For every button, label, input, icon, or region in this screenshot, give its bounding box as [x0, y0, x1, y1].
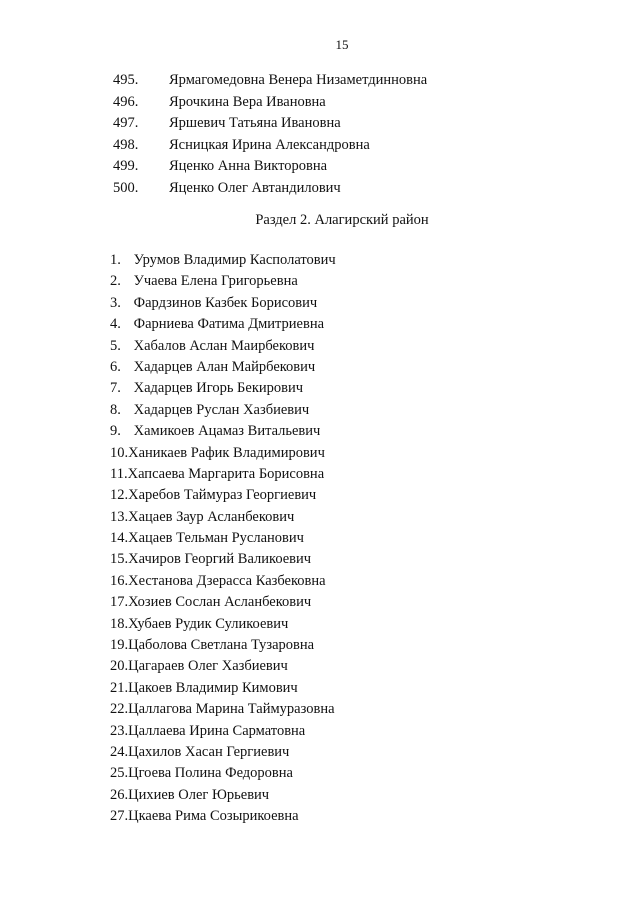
- item-number: 495.: [113, 72, 139, 88]
- item-number: 21.: [110, 679, 129, 696]
- item-number: 20.: [110, 658, 129, 675]
- list-item: [110, 635, 336, 656]
- section-title: Раздел 2. Алагирский район: [255, 212, 429, 228]
- list-item: [113, 135, 427, 157]
- item-name: Яценко Анна Викторовна: [169, 158, 328, 174]
- item-number: 14.: [110, 530, 129, 547]
- item-number: 18.: [110, 615, 129, 632]
- item-name: Урумов Владимир Касполатович: [133, 252, 336, 268]
- list-item: [110, 485, 336, 506]
- list-item: [113, 178, 427, 200]
- item-number: 19.: [110, 637, 129, 654]
- list-item: [110, 592, 336, 613]
- list-item: [110, 271, 336, 292]
- item-name: Фардзинов Казбек Борисович: [133, 294, 318, 311]
- item-number: 3.: [110, 294, 121, 311]
- item-number: 13.: [110, 508, 129, 525]
- list-item: [110, 742, 336, 763]
- item-name: Цкаева Рима Созырикоевна: [128, 808, 299, 825]
- list-item: [113, 70, 427, 92]
- list-item: [110, 699, 336, 720]
- list-item: [110, 549, 336, 570]
- item-number: 22.: [110, 701, 129, 718]
- list-item: [110, 721, 336, 742]
- item-number: 4.: [110, 316, 121, 333]
- item-number: 23.: [110, 722, 129, 739]
- list-item: [113, 113, 427, 135]
- item-name: Цихиев Олег Юрьевич: [128, 786, 270, 803]
- item-number: 497.: [113, 115, 139, 131]
- item-number: 12.: [110, 487, 129, 504]
- item-name: Цахилов Хасан Гергиевич: [128, 743, 290, 760]
- item-name: Хамикоев Ацамаз Витальевич: [133, 423, 321, 440]
- item-name: Яценко Олег Автандилович: [169, 179, 341, 196]
- item-name: Хабалов Аслан Маирбекович: [133, 337, 315, 354]
- list-item: [110, 357, 336, 378]
- list-item: [110, 314, 336, 335]
- item-name: Цгоева Полина Федоровна: [128, 765, 293, 782]
- list-item: [110, 443, 336, 464]
- item-number: 9.: [110, 423, 121, 440]
- list-item: [110, 464, 336, 485]
- item-name: Хубаев Рудик Суликоевич: [128, 615, 289, 632]
- item-name: Хадарцев Алан Майрбекович: [133, 358, 316, 375]
- item-number: 16.: [110, 572, 129, 589]
- list-item: [110, 378, 336, 399]
- item-number: 500.: [113, 179, 139, 196]
- list-item: [110, 806, 336, 827]
- item-number: 15.: [110, 551, 129, 568]
- list-item: [113, 156, 427, 178]
- item-name: Хацаев Тельман Русланович: [128, 530, 304, 547]
- item-name: Хапсаева Маргарита Борисовна: [127, 465, 325, 482]
- item-name: Яршевич Татьяна Ивановна: [169, 115, 341, 131]
- list-item: [110, 507, 336, 528]
- list-item: [110, 656, 336, 677]
- list-item: [110, 763, 336, 784]
- item-name: Ханикаев Рафик Владимирович: [128, 444, 325, 461]
- item-name: Фарниева Фатима Дмитриевна: [133, 316, 325, 333]
- list-item: [110, 250, 336, 271]
- list-item: [110, 421, 336, 442]
- list-item: [110, 400, 336, 421]
- list-item: [110, 785, 336, 806]
- list-item: [110, 614, 336, 635]
- item-number: 27.: [110, 808, 129, 825]
- item-name: Ярмагомедовна Венера Низаметдинновна: [169, 72, 428, 88]
- item-number: 24.: [110, 743, 129, 760]
- item-name: Цагараев Олег Хазбиевич: [128, 658, 288, 675]
- item-number: 25.: [110, 765, 129, 782]
- list-item: [110, 336, 336, 357]
- item-name: Цаболова Светлана Тузаровна: [128, 637, 315, 654]
- item-number: 17.: [110, 594, 129, 611]
- page-number: 15: [335, 37, 349, 52]
- item-number: 10.: [110, 444, 129, 461]
- item-number: 1.: [110, 252, 121, 268]
- item-number: 6.: [110, 358, 121, 375]
- list-item: [110, 293, 336, 314]
- item-name: Хацаев Заур Асланбекович: [128, 508, 295, 525]
- name-list-section-2: [110, 250, 336, 828]
- item-number: 5.: [110, 337, 121, 354]
- item-name: Цаллагова Марина Таймуразовна: [128, 701, 335, 718]
- list-item: [110, 571, 336, 592]
- list-item: [110, 678, 336, 699]
- item-name: Хадарцев Руслан Хазбиевич: [133, 401, 310, 418]
- item-number: 499.: [113, 158, 139, 174]
- item-name: Цаллаева Ирина Сарматовна: [128, 722, 306, 739]
- item-number: 26.: [110, 786, 129, 803]
- list-item: [110, 528, 336, 549]
- item-name: Хозиев Сослан Асланбекович: [128, 594, 312, 611]
- item-name: Учаева Елена Григорьевна: [133, 273, 298, 290]
- item-number: 7.: [110, 380, 121, 397]
- name-list-continued: [113, 70, 427, 199]
- item-name: Хестанова Дзерасса Казбековна: [128, 572, 326, 589]
- item-number: 498.: [113, 136, 139, 153]
- item-number: 496.: [113, 93, 139, 110]
- item-name: Цакоев Владимир Кимович: [128, 679, 298, 696]
- item-name: Хадарцев Игорь Бекирович: [133, 380, 304, 397]
- list-item: [113, 92, 427, 114]
- item-number: 8.: [110, 401, 121, 418]
- item-name: Харебов Таймураз Георгиевич: [128, 487, 317, 504]
- item-number: 2.: [110, 273, 121, 290]
- item-name: Ярочкина Вера Ивановна: [169, 93, 326, 110]
- item-number: 11.: [110, 465, 128, 482]
- item-name: Ясницкая Ирина Александровна: [169, 136, 370, 153]
- item-name: Хачиров Георгий Валикоевич: [128, 551, 312, 568]
